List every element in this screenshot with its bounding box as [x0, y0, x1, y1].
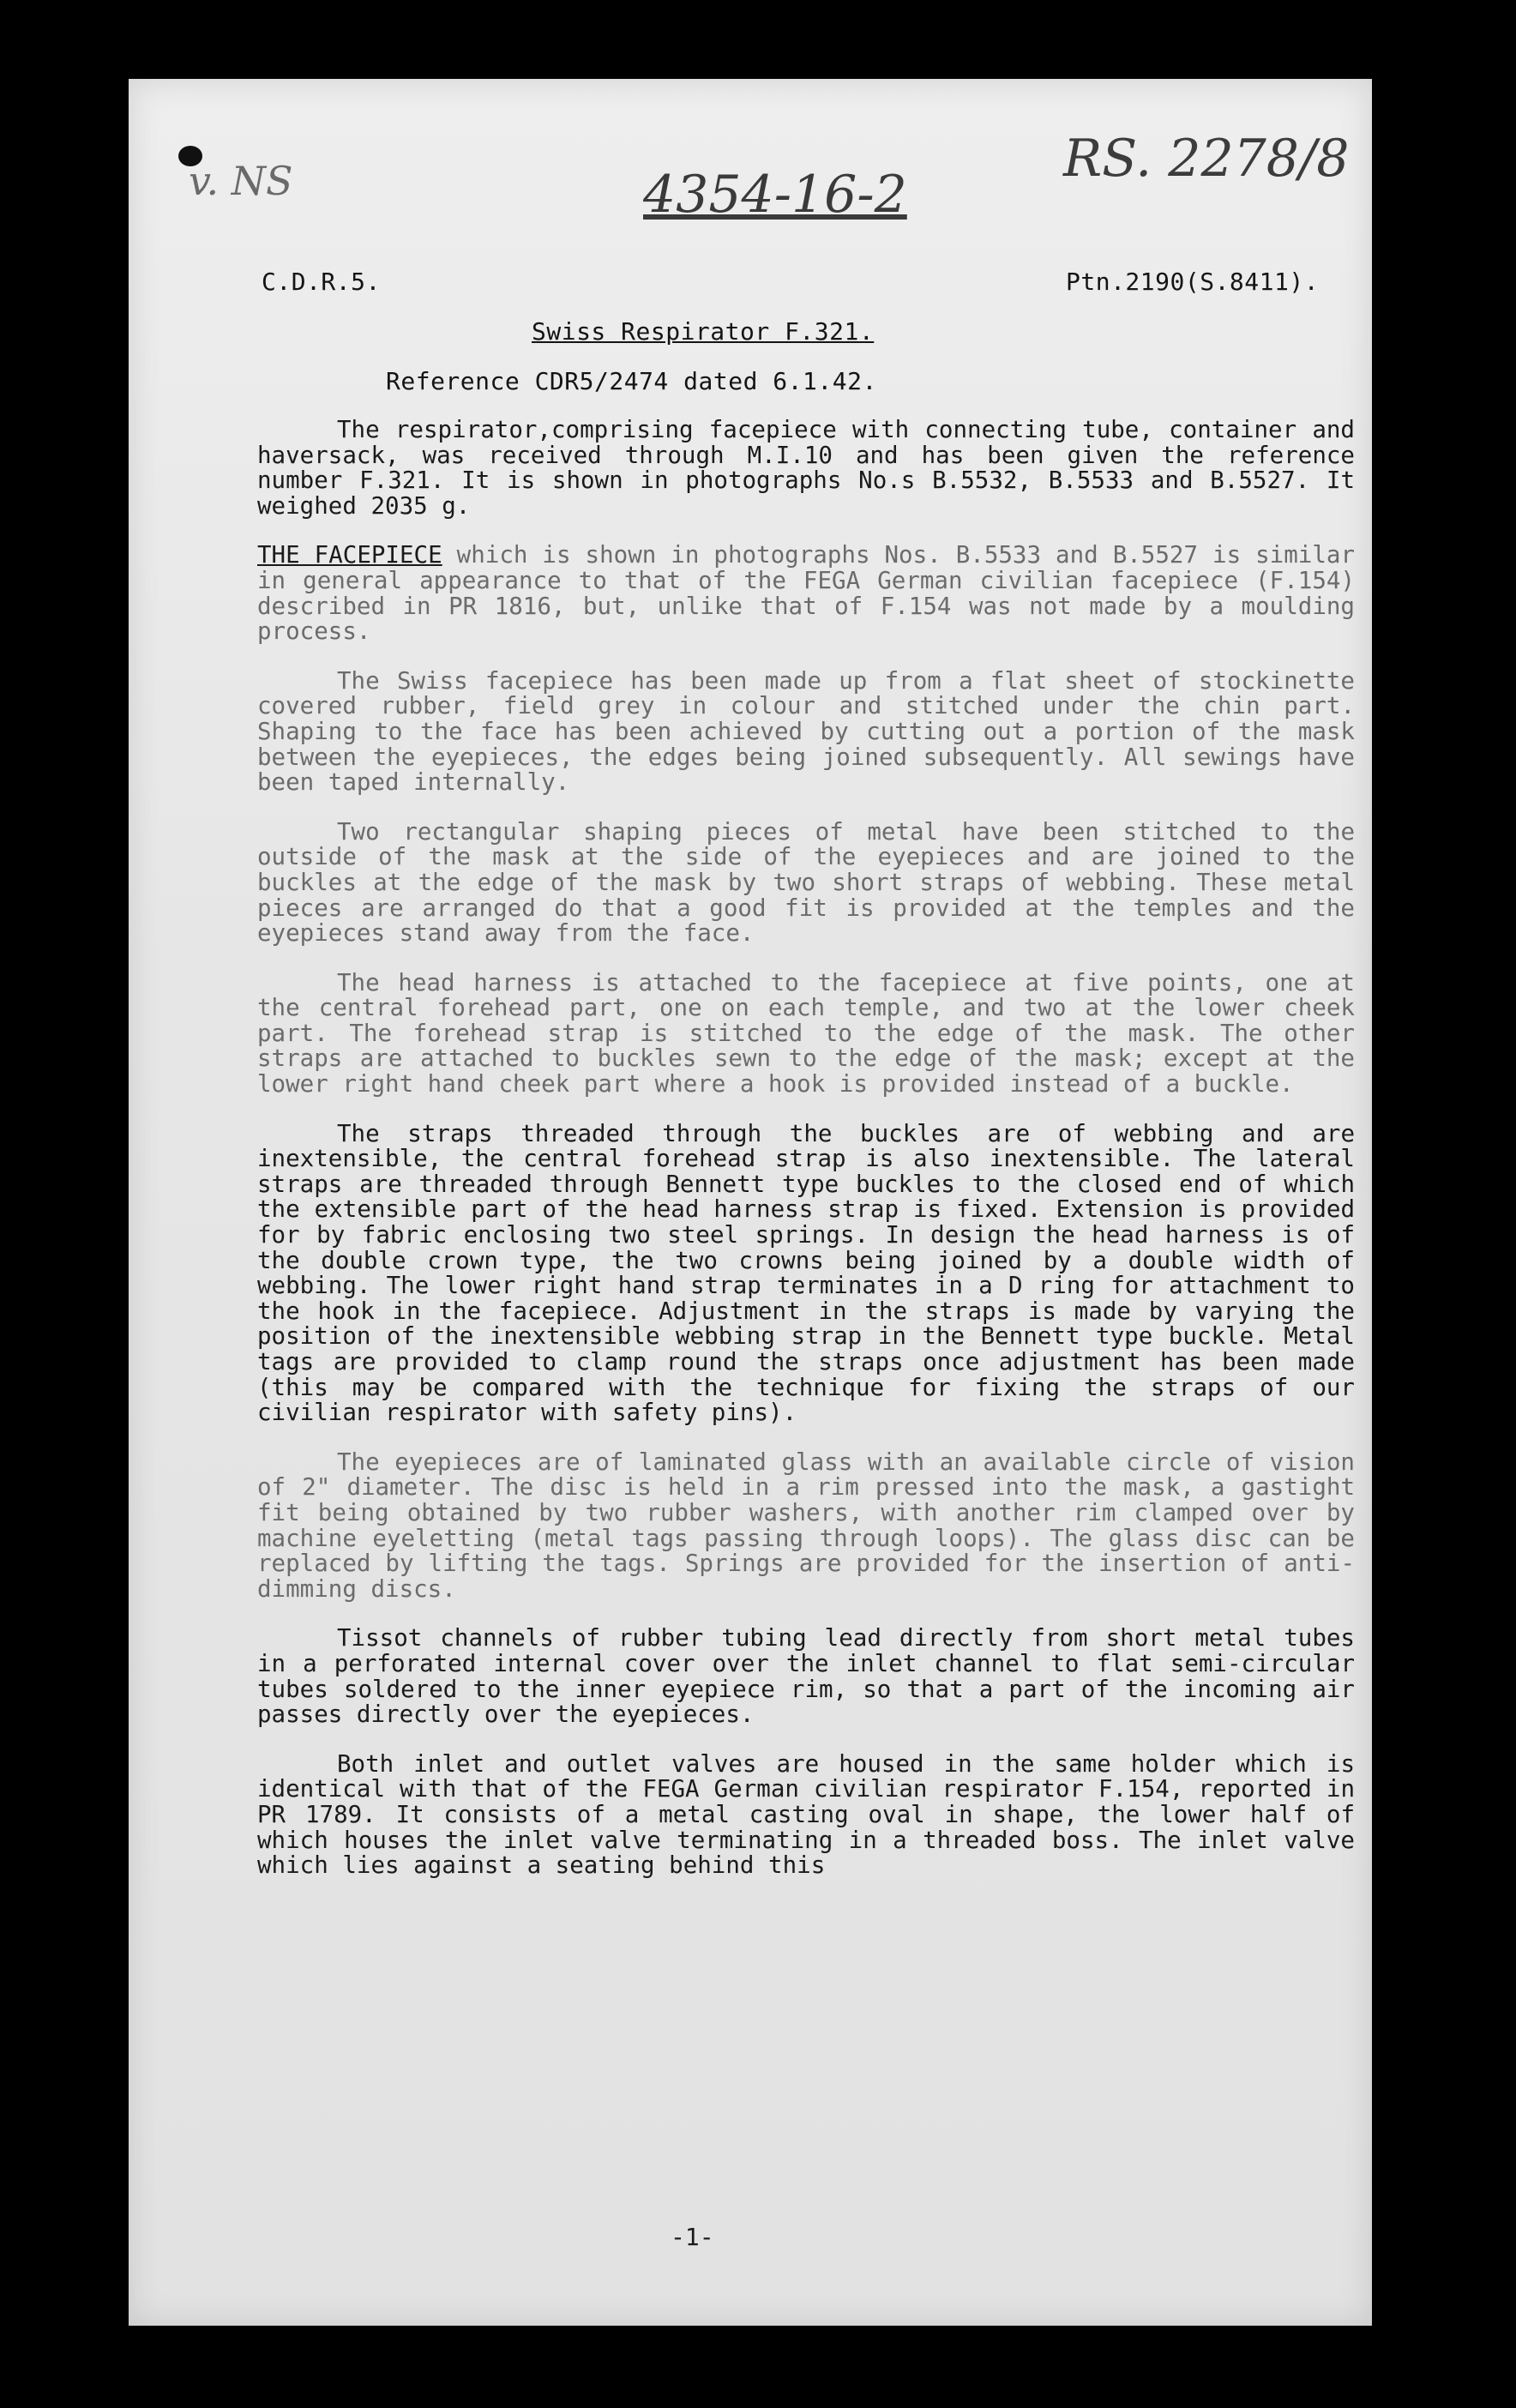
handwritten-reference: RS. 2278/8 — [1063, 129, 1350, 189]
document-title: Swiss Respirator F.321. — [532, 317, 875, 346]
document-body — [257, 418, 1355, 1903]
handwritten-file-number: 4354-16-2 — [643, 165, 907, 225]
paragraph-text: Tissot channels of rubber tubing lead directly from short metal tubes in a perforated internal cover over the inlet channel to flat semi-circular tubes soldered to the inner eyepiece rim, so that a part of the incoming air passes directly over the eyepieces. — [257, 1624, 1355, 1729]
paragraph-text: Two rectangular shaping pieces of metal have been stitched to the outside of the mask at the side of the eyepieces and are joined to the buckles at the edge of the mask by two short straps of webbing. These metal pieces are arranged do that a good fit is provided at the temples and the eyepieces stand away from the face. — [257, 817, 1355, 948]
page-number: -1- — [671, 2223, 714, 2251]
paragraph-text: which is shown in photographs Nos. B.5533 and B.5527 is similar in general appearance to that of the FEGA German civilian facepiece (F.154) described in PR 1816, but, unlike that of F.154 was not made by a moulding process. — [257, 541, 1356, 646]
document-page — [129, 79, 1372, 2326]
paragraph-6 — [257, 1119, 1355, 1427]
paragraph-text: The Swiss facepiece has been made up from a flat sheet of stockinette covered rubber, field grey in colour and stitched under the chin part. Shaping to the face has been achieved by cutting out a portion of the mask between the eyepieces, the edges being joined subsequently. All sewings have been taped internally. — [257, 666, 1355, 797]
paragraph-text: The eyepieces are of laminated glass with an available circle of vision of 2" diameter. The disc is held in a rim pressed into the mask, a gastight fit being obtained by two rubber washers, with another rim clamped over by machine eyeletting (metal tags passing through loops). The glass disc can be replaced by lifting the tags. Springs are provided for the insertion of anti-dimming discs. — [257, 1448, 1355, 1603]
section-heading: THE FACEPIECE — [257, 541, 442, 569]
paragraph-8 — [257, 1626, 1355, 1727]
document-ref-left: C.D.R.5. — [262, 268, 381, 296]
document-subtitle: Reference CDR5/2474 dated 6.1.42. — [386, 367, 877, 395]
paragraph-3 — [257, 666, 1355, 797]
paragraph-7 — [257, 1450, 1355, 1603]
paragraph-text: The respirator,comprising facepiece with connecting tube, container and haversack, was received through M.I.10 and has been given the reference number F.321. It is shown in photographs No.s B.5532, B.5533 and B.5527. It weighed 2035 g. — [257, 416, 1355, 520]
paragraph-text: Both inlet and outlet valves are housed in the same holder which is identical with that of the FEGA German civilian respirator F.154, reported in PR 1789. It consists of a metal casting oval in shape, the lower half of which houses the inlet valve terminating in a threaded boss. The inlet valve which lies against a seating behind this — [257, 1749, 1355, 1880]
paragraph-1 — [257, 418, 1355, 519]
paragraph-5 — [257, 968, 1355, 1099]
paragraph-9 — [257, 1749, 1355, 1880]
paragraph-2 — [257, 543, 1355, 644]
document-ref-right: Ptn.2190(S.8411). — [1066, 268, 1320, 296]
paragraph-4 — [257, 817, 1355, 948]
handwritten-mark: v. NS — [189, 158, 293, 204]
paragraph-text: The head harness is attached to the facepiece at five points, one at the central forehead part, one on each temple, and two at the lower cheek part. The forehead strap is stitched to the edge of the mask. The other straps are attached to buckles sewn to the edge of the mask; except at the lower right hand cheek part where a hook is provided instead of a buckle. — [257, 968, 1355, 1099]
paragraph-text: The straps threaded through the buckles are of webbing and are inextensible, the central forehead strap is also inextensible. The lateral straps are threaded through Bennett type buckles to the closed end of which the extensible part of the head harness strap is fixed. Extension is provided for by fabric enclosing two steel springs. In design the head harness is of the double crown type, the two crowns being joined by a double width of webbing. The lower right hand strap terminates in a D ring for attachment to the hook in the facepiece. Adjustment in the straps is made by varying the position of the inextensible webbing strap in the Bennett type buckle. Metal tags are provided to clamp round the straps once adjustment has been made (this may be compared with the technique for fixing the straps of our civilian respirator with safety pins). — [257, 1119, 1355, 1427]
